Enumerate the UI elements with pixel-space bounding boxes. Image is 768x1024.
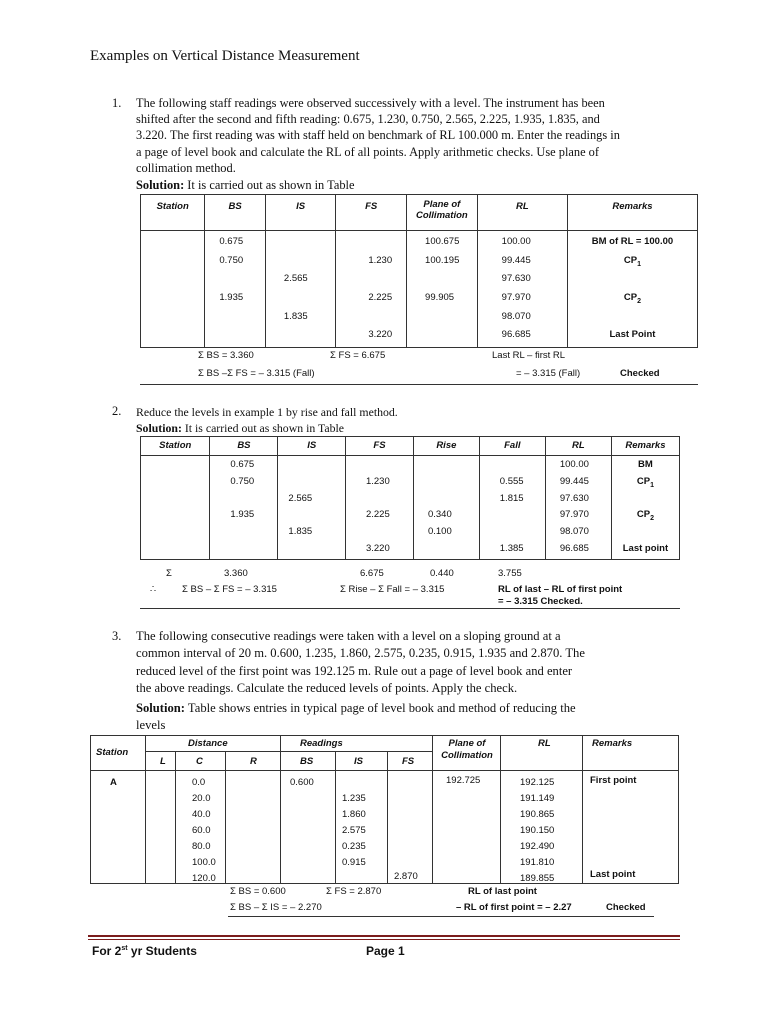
t2-remarks-col — [611, 456, 679, 560]
t3-vline — [145, 735, 146, 883]
t3-c: 80.0 — [192, 841, 211, 852]
t1-is: 2.565 — [283, 273, 308, 285]
t2-bs-col — [210, 456, 278, 560]
t1-is — [284, 252, 335, 271]
t3-is: 1.235 — [342, 793, 366, 804]
t3-is: 0.915 — [342, 857, 366, 868]
t2-bs: 0.750 — [230, 475, 255, 487]
t2-fall: 1.385 — [499, 542, 524, 554]
t3-rl: 190.865 — [520, 809, 555, 820]
t2-rl-check-line1: RL of last – RL of first point — [498, 584, 623, 595]
t2-is — [288, 507, 345, 524]
t1-header-fs: FS — [336, 195, 407, 231]
t1-fs: 2.225 — [368, 292, 393, 304]
t1-remark: Last Point — [609, 329, 656, 341]
cp-subscript: 1 — [637, 260, 642, 268]
t2-fs: 3.220 — [365, 542, 390, 554]
t2-is-col — [278, 456, 346, 560]
t3-header-poc: Plane of Collimation — [441, 738, 493, 761]
solution-label: Solution: — [136, 178, 185, 192]
t1-rl-check-line1: Last RL – first RL — [492, 350, 566, 361]
t1-remark — [568, 270, 697, 289]
t3-header-c: C — [196, 756, 203, 767]
t1-bs-col — [205, 231, 266, 348]
t1-rl-check-line2: = – 3.315 (Fall) — [516, 368, 581, 379]
t3-header-r: R — [250, 756, 257, 767]
solution-text: Table shows entries in typical page of level book and method of reducing the levels — [136, 701, 576, 733]
t3-header-bs: BS — [300, 756, 314, 767]
t1-header-is: IS — [265, 195, 335, 231]
t2-bs: 1.935 — [230, 509, 255, 521]
solution-label: Solution: — [136, 701, 185, 715]
t3-header-station: Station — [96, 747, 129, 758]
t2-fs — [366, 491, 413, 508]
t2-header-remarks: Remarks — [611, 437, 679, 456]
t1-station-col — [141, 231, 205, 348]
t1-is — [284, 233, 335, 252]
footer-audience — [92, 944, 197, 958]
t1-fs — [368, 270, 406, 289]
t3-c: 0.0 — [192, 777, 206, 788]
t2-sigma: Σ — [166, 568, 172, 579]
t2-rise — [428, 541, 479, 558]
t1-header-station: Station — [141, 195, 205, 231]
question-2-solution — [136, 420, 344, 436]
t1-remarks-col — [567, 231, 697, 348]
t2-fall — [500, 507, 545, 524]
t1-remark: $CP_2$ — [623, 292, 642, 305]
t3-vline — [225, 752, 226, 883]
t2-is — [288, 541, 345, 558]
t3-c: 60.0 — [192, 825, 211, 836]
t3-header-fs: FS — [402, 756, 415, 767]
t2-header-rl: RL — [545, 437, 611, 456]
t1-poc-col — [407, 231, 478, 348]
solution-text: It is carried out as shown in Table — [181, 421, 345, 435]
t3-rl: 192.125 — [520, 777, 555, 788]
solution-text: It is carried out as shown in Table — [184, 178, 355, 192]
footer-audience-pre: For 2 — [92, 944, 122, 958]
t1-poc — [425, 308, 477, 327]
cp-subscript: 2 — [637, 297, 642, 305]
t3-rl-col — [520, 775, 554, 887]
t3-vline — [387, 752, 388, 883]
t2-fs: 1.230 — [365, 475, 390, 487]
t2-sum-fall: 3.755 — [498, 568, 522, 579]
t2-remark: BM — [638, 459, 653, 470]
t3-remark-first: First point — [590, 775, 637, 786]
t2-header-fall: Fall — [479, 437, 545, 456]
t2-fs — [366, 524, 413, 541]
t1-header-poc: Plane of Collimation — [407, 195, 478, 231]
t3-bs: 0.600 — [290, 777, 314, 788]
t3-rl-check-line2: – RL of first point = – 2.27 — [456, 902, 572, 913]
t2-diff-rise-fall: Σ Rise – Σ Fall = – 3.315 — [340, 584, 445, 595]
t1-header-bs: BS — [205, 195, 266, 231]
t3-is: 0.235 — [342, 841, 366, 852]
t1-sum-fs: Σ FS = 6.675 — [330, 350, 386, 361]
t3-c: 40.0 — [192, 809, 211, 820]
t3-remark-last: Last point — [590, 869, 636, 880]
t3-sum-fs: Σ FS = 2.870 — [326, 886, 382, 897]
t2-remark — [612, 524, 679, 541]
table-3-level-book — [90, 735, 678, 915]
question-3-solution — [136, 700, 696, 735]
t3-is: 2.575 — [342, 825, 366, 836]
t3-rl: 190.150 — [520, 825, 555, 836]
t1-remark: $CP_1$ — [623, 254, 642, 268]
t1-bs: 0.750 — [219, 254, 244, 266]
t1-rl: 96.685 — [501, 329, 531, 341]
t3-fs-last: 2.870 — [394, 871, 418, 882]
t1-bs — [219, 326, 265, 345]
t2-is — [288, 474, 345, 491]
t2-bs — [230, 524, 277, 541]
t1-rl: 97.630 — [501, 273, 531, 285]
t1-sum-bs: Σ BS = 3.360 — [198, 350, 254, 361]
solution-label: Solution: — [136, 421, 182, 435]
t3-rl-check-line1: RL of last point — [468, 886, 537, 897]
t1-checked: Checked — [620, 368, 660, 379]
t2-fall: 0.555 — [499, 475, 524, 487]
question-1-solution — [136, 177, 354, 193]
t1-bs — [219, 270, 265, 289]
question-2-text: Reduce the levels in example 1 by rise and fall method. — [136, 405, 398, 419]
t2-therefore: ∴ — [150, 584, 157, 595]
t1-poc: 100.195 — [425, 254, 460, 266]
t2-header-rise: Rise — [413, 437, 479, 456]
t3-diff: Σ BS – Σ IS = – 2.270 — [230, 902, 322, 913]
t2-bs — [230, 541, 277, 558]
t3-is — [342, 775, 366, 791]
t1-fs: 3.220 — [368, 329, 393, 341]
t2-rise — [428, 474, 479, 491]
t2-is: 2.565 — [288, 492, 313, 504]
t2-remark: $CP_1$ — [636, 475, 654, 489]
t2-fall — [500, 524, 545, 541]
t3-vline — [432, 735, 433, 883]
t3-frame — [90, 735, 679, 884]
t2-header-is: IS — [278, 437, 346, 456]
t1-bs: 0.675 — [219, 236, 244, 247]
t2-rl: 97.970 — [559, 509, 589, 521]
t3-header-is: IS — [354, 756, 363, 767]
cp-subscript: 2 — [650, 515, 654, 523]
cp-subscript: 1 — [650, 481, 654, 489]
t2-sum-bs: 3.360 — [224, 568, 248, 579]
t2-rise-col — [413, 456, 479, 560]
t2-remark — [612, 491, 679, 508]
t3-sum-bs: Σ BS = 0.600 — [230, 886, 286, 897]
question-1-number: 1. — [112, 96, 122, 110]
t2-header-fs: FS — [345, 437, 413, 456]
footer-rule-thick — [88, 935, 680, 937]
t2-header-station: Station — [141, 437, 210, 456]
t3-c: 20.0 — [192, 793, 211, 804]
t2-fall-col — [479, 456, 545, 560]
t3-station-a: A — [110, 777, 117, 788]
t1-fs — [368, 308, 406, 327]
t3-header-remarks: Remarks — [592, 738, 633, 749]
t1-poc — [425, 326, 477, 345]
question-1-text: The following staff readings were observed successively with a level. The instrument has been shifted after the second and fifth reading: 0.675, 1.230, 0.750, 2.565, 2.225, 1.935, 1.835, and 3.220. The first reading was with staff held on benchmark of RL 100.000 m. Enter the readings in a page of level book and calculate the RL of all points. Apply arithmetic checks. Use plane of collimation method. — [136, 96, 620, 175]
t2-sum-rise: 0.440 — [430, 568, 454, 579]
t2-rl: 99.445 — [559, 475, 589, 487]
t2-fall — [500, 457, 545, 474]
t3-rl: 192.490 — [520, 841, 555, 852]
t1-is-col — [265, 231, 335, 348]
t2-remark: Last point — [622, 542, 669, 554]
t1-is — [284, 289, 335, 308]
t2-rl-check-line2: = – 3.315 Checked. — [498, 596, 583, 607]
t2-rl: 97.630 — [559, 492, 589, 504]
t3-header-readings: Readings — [300, 738, 343, 749]
t1-sum-diff: Σ BS –Σ FS = – 3.315 (Fall) — [198, 368, 315, 379]
t3-header-distance: Distance — [188, 738, 228, 749]
t3-is: 1.860 — [342, 809, 366, 820]
table-2-rise-and-fall — [140, 436, 680, 560]
t3-is-col — [342, 775, 366, 871]
footer-page-number: Page 1 — [366, 944, 405, 958]
t1-is: 1.835 — [283, 310, 308, 322]
t1-remark — [568, 308, 697, 327]
t2-rise: 0.340 — [427, 509, 452, 521]
t2-fs: 2.225 — [365, 509, 390, 521]
t1-rl: 100.00 — [501, 236, 531, 247]
t3-c: 100.0 — [192, 857, 216, 868]
t1-poc: 100.675 — [425, 236, 460, 247]
t3-rl: 189.855 — [520, 873, 555, 884]
t2-rl: 96.685 — [559, 542, 589, 554]
t1-is — [284, 326, 335, 345]
t2-fs — [366, 457, 413, 474]
t3-header-rl: RL — [538, 738, 551, 749]
t2-rise: 0.100 — [427, 526, 452, 538]
t2-bs: 0.675 — [230, 459, 255, 470]
t2-rl: 100.00 — [559, 459, 589, 470]
question-3-number: 3. — [112, 629, 122, 643]
t1-header-remarks: Remarks — [567, 195, 697, 231]
t3-c: 120.0 — [192, 873, 216, 884]
t1-header-rl: RL — [477, 195, 567, 231]
t2-is — [288, 457, 345, 474]
t2-is: 1.835 — [288, 526, 313, 538]
t2-remark: $CP_2$ — [636, 509, 654, 523]
footer-rule-thin — [88, 939, 680, 940]
t3-poc-first: 192.725 — [446, 775, 481, 786]
t3-header-l: L — [160, 756, 166, 767]
t2-bs — [230, 491, 277, 508]
t2-fs-col — [345, 456, 413, 560]
question-3-text: The following consecutive readings were taken with a level on a sloping ground at a common interval of 20 m. 0.600, 1.235, 1.860, 2.575, 0.235, 0.915, 1.935 and 2.870. The reduced level of the first point was 192.125 m. Rule out a page of level book and enter the above readings. Calculate the reduced levels of points. Apply the check. — [136, 629, 585, 696]
t1-bs — [219, 308, 265, 327]
t2-rl: 98.070 — [559, 526, 589, 538]
t2-sum-fs: 6.675 — [360, 568, 384, 579]
t1-fs-col — [336, 231, 407, 348]
t3-bottom-rule — [228, 916, 654, 917]
t3-rl: 191.810 — [520, 857, 555, 868]
t1-poc — [425, 270, 477, 289]
t3-vline — [500, 735, 501, 883]
t2-rise — [428, 457, 479, 474]
t3-hline — [145, 751, 432, 752]
t2-diff-bs-fs: Σ BS – Σ FS = – 3.315 — [182, 584, 277, 595]
t1-rl: 99.445 — [501, 254, 531, 266]
t1-bs: 1.935 — [219, 292, 244, 304]
question-2-number: 2. — [112, 404, 122, 418]
page-title: Examples on Vertical Distance Measurement — [90, 48, 360, 64]
t2-fall: 1.815 — [499, 492, 524, 504]
t1-poc: 99.905 — [425, 292, 455, 304]
footer-audience-sup: st — [121, 945, 128, 952]
t3-vline — [582, 735, 583, 883]
t3-c-col — [192, 775, 216, 887]
t1-remark: BM of RL = 100.00 — [591, 236, 674, 247]
t2-header-bs: BS — [210, 437, 278, 456]
t2-summary — [140, 562, 680, 609]
t1-summary — [140, 347, 698, 385]
t2-rl-col — [545, 456, 611, 560]
footer-audience-post: yr Students — [127, 944, 197, 958]
t1-fs — [368, 233, 406, 252]
t3-vline — [175, 752, 176, 883]
t3-rl: 191.149 — [520, 793, 555, 804]
t2-station-col — [141, 456, 210, 560]
t3-vline — [335, 752, 336, 883]
t1-rl-col — [477, 231, 567, 348]
t3-hline — [90, 770, 678, 771]
t3-bs-col — [290, 775, 314, 791]
t1-rl: 98.070 — [501, 310, 531, 322]
t1-rl: 97.970 — [501, 292, 531, 304]
table-1-plane-of-collimation — [140, 194, 698, 348]
t3-vline — [280, 735, 281, 883]
t3-checked: Checked — [606, 902, 646, 913]
t2-rise — [428, 491, 479, 508]
t1-fs: 1.230 — [368, 254, 393, 266]
